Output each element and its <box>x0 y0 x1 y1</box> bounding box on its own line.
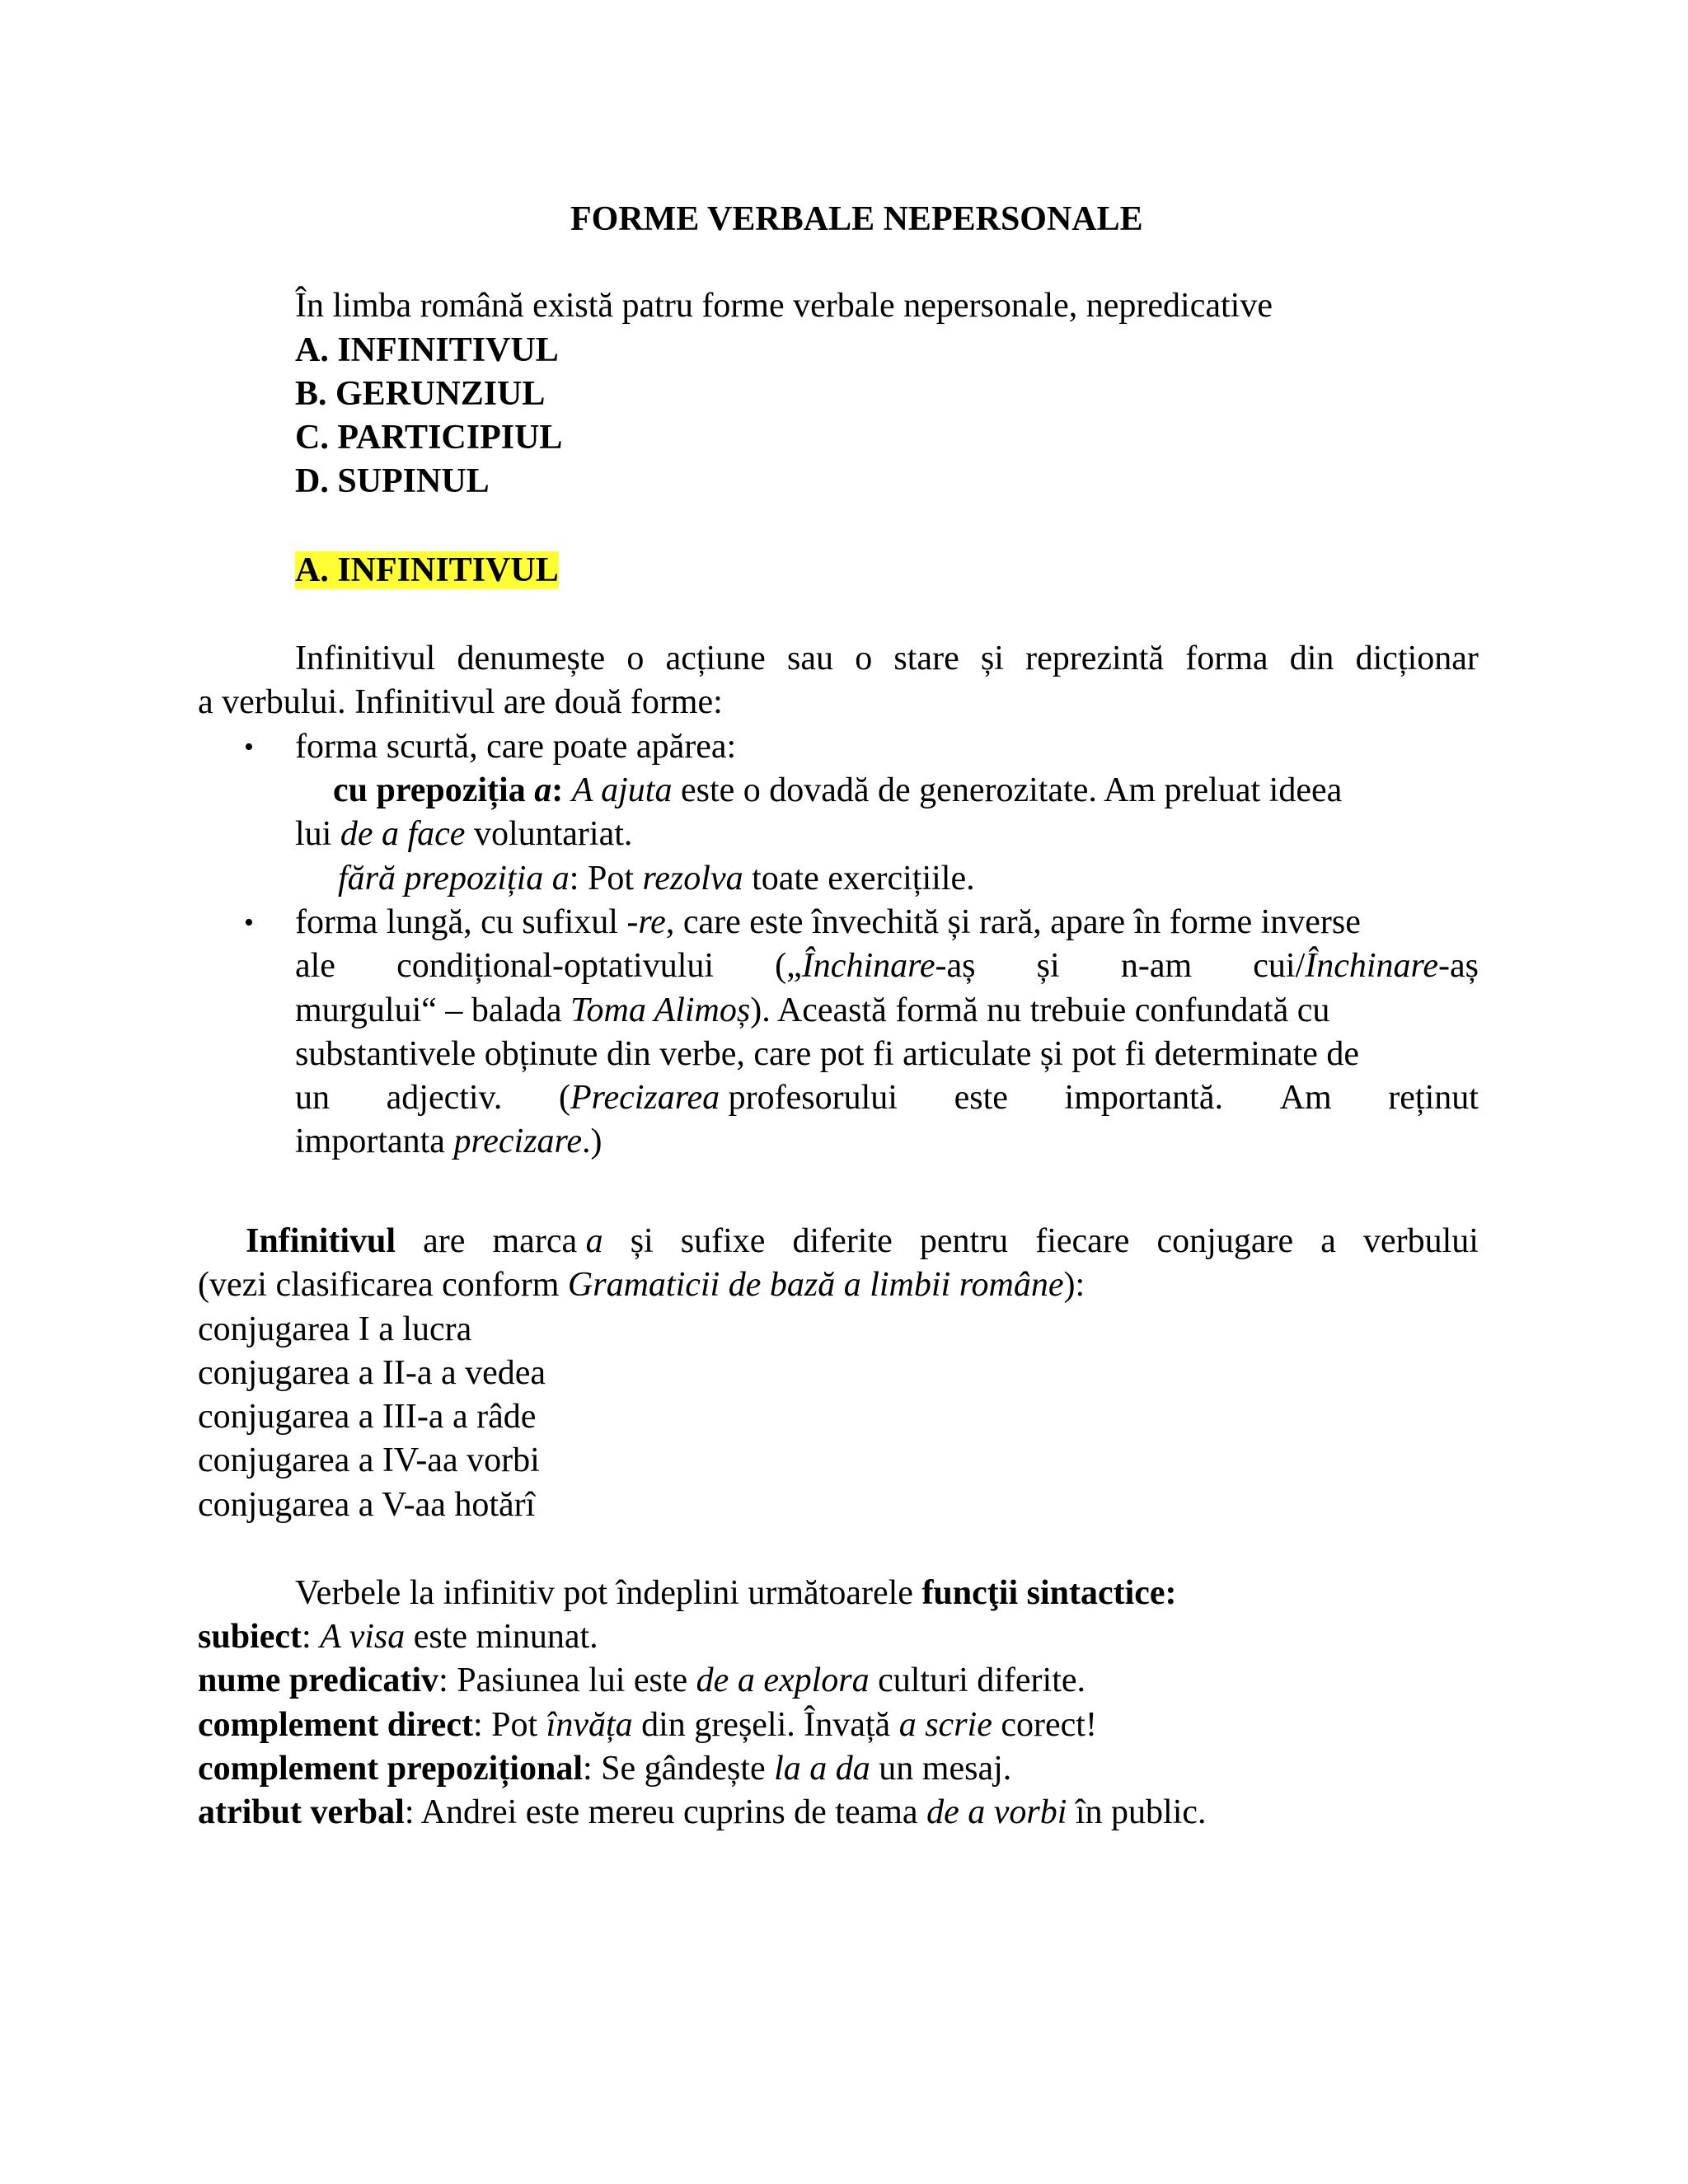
function-label: complement direct <box>198 1706 473 1744</box>
word: reprezintă <box>1025 640 1165 677</box>
text: ): <box>1063 1266 1085 1304</box>
text: ( <box>559 1079 570 1117</box>
example: de a explora <box>696 1661 870 1699</box>
text: Închinare <box>1305 947 1438 985</box>
word: diferite <box>792 1222 893 1260</box>
text: Precizarea <box>570 1079 720 1117</box>
text: forma lungă, cu sufixul <box>295 903 627 941</box>
example: A ajuta <box>571 771 673 809</box>
text: un mesaj. <box>870 1750 1012 1788</box>
form-item-gerunziu: B. GERUNZIUL <box>295 375 546 413</box>
word: Infinitivul <box>246 1222 396 1260</box>
word: sufixe <box>680 1222 766 1260</box>
function-label: atribut verbal <box>198 1793 405 1831</box>
function-complement-direct <box>198 1704 1097 1747</box>
word: reținut <box>1388 1079 1479 1117</box>
word: n-am <box>1120 947 1193 985</box>
p3-line <box>295 1572 1177 1615</box>
word: și <box>980 640 1004 677</box>
long-form-line-1 <box>295 901 1479 944</box>
word: Infinitivul <box>295 640 436 677</box>
ballad-title: Toma Alimoș <box>570 991 751 1029</box>
word: importantă. <box>1064 1079 1223 1117</box>
page-title: FORME VERBALE NEPERSONALE <box>570 200 1143 238</box>
function-subiect <box>198 1615 598 1659</box>
word <box>1253 944 1479 988</box>
function-atribut-verbal <box>198 1791 1207 1835</box>
example: de a face <box>340 815 466 853</box>
word: pentru <box>919 1222 1009 1260</box>
text: : Pasiunea lui este <box>438 1661 696 1699</box>
text: lui <box>295 815 340 853</box>
text: („ <box>775 947 802 985</box>
form-item-infinitiv: A. INFINITIVUL <box>295 331 559 369</box>
long-form-line-6 <box>295 1120 602 1164</box>
p2-line-2 <box>198 1263 1085 1307</box>
form-item-supin: D. SUPINUL <box>295 462 490 500</box>
long-form-line-3 <box>295 989 1329 1033</box>
example: la a da <box>774 1750 870 1788</box>
bullet-icon: • <box>244 907 254 938</box>
word: dicționar <box>1355 640 1479 677</box>
label-a: a <box>534 771 552 809</box>
text: corect! <box>992 1706 1097 1744</box>
word: și <box>630 1222 654 1260</box>
long-form-line-5 <box>295 1076 1479 1120</box>
word: o <box>855 640 873 677</box>
text: culturi diferite. <box>869 1661 1086 1699</box>
word: verbului <box>1362 1222 1479 1260</box>
p1-line-1 <box>295 637 1479 681</box>
word: este <box>954 1079 1008 1117</box>
text: voluntariat. <box>465 815 633 853</box>
book-title: Gramaticii de bază a limbii române <box>567 1266 1064 1304</box>
text: a <box>585 1222 603 1260</box>
conjugation-item: conjugarea a II-a a vedea <box>198 1354 546 1392</box>
text: Închinare <box>801 947 935 985</box>
example: de a vorbi <box>926 1793 1067 1831</box>
text: murgului“ – balada <box>295 991 570 1029</box>
word: are <box>423 1222 466 1260</box>
text: importanta <box>295 1122 454 1160</box>
example: rezolva <box>642 860 743 898</box>
p1-line-2: a verbului. Infinitivul are două forme: <box>198 683 723 721</box>
example: A visa <box>320 1618 406 1656</box>
short-form-without-line <box>338 857 975 901</box>
conjugation-item: conjugarea a V-aa hotărî <box>198 1486 536 1524</box>
section-heading <box>295 549 559 593</box>
text: marca <box>492 1222 586 1260</box>
text: (vezi clasificarea conform <box>198 1266 568 1304</box>
text: : <box>302 1618 321 1656</box>
function-complement-prepozitional <box>198 1747 1011 1791</box>
function-label: complement prepozițional <box>198 1750 584 1788</box>
word <box>493 1220 603 1263</box>
text: Verbele la infinitiv pot îndeplini următoarele <box>295 1574 922 1612</box>
word: o <box>626 640 645 677</box>
example-rest: este o dovadă de generozitate. Am preluat ideea <box>672 771 1343 809</box>
text: -aș <box>935 947 976 985</box>
word: acțiune <box>665 640 766 677</box>
text: .) <box>581 1122 603 1160</box>
word: ale <box>295 947 335 985</box>
word: sau <box>787 640 834 677</box>
text: în public. <box>1067 1793 1207 1831</box>
text: precizare <box>453 1122 582 1160</box>
word: stare <box>893 640 959 677</box>
short-form-intro: forma scurtă, care poate apărea: <box>295 728 737 766</box>
word: forma <box>1185 640 1268 677</box>
short-form-with-text <box>333 769 1342 813</box>
text: ). Această formă nu trebuie confundată cu <box>750 991 1330 1029</box>
intro-text: În limba română există patru forme verbale nepersonale, nepredicative <box>295 287 1273 325</box>
long-form-line-2 <box>295 944 1479 988</box>
word: din <box>1289 640 1334 677</box>
text: funcţii sintactice: <box>921 1574 1177 1612</box>
word: condițional-optativului <box>396 947 715 985</box>
long-form-line-4: substantivele obținute din verbe, care pot fi articulate și pot fi determinate de <box>295 1035 1360 1073</box>
text: profesorului <box>720 1079 898 1117</box>
text: : Pot <box>569 860 643 898</box>
short-form-with-line <box>333 769 1479 813</box>
text: : Se gândește <box>583 1750 775 1788</box>
word: și <box>1036 947 1060 985</box>
word: un <box>295 1079 330 1117</box>
label: fără prepoziția a <box>338 860 570 898</box>
example: învăța <box>546 1706 633 1744</box>
function-label: subiect <box>198 1618 302 1656</box>
suffix: -re <box>626 903 666 941</box>
word: fiecare <box>1035 1222 1130 1260</box>
example: a scrie <box>898 1706 992 1744</box>
word: Am <box>1279 1079 1332 1117</box>
conjugation-item: conjugarea I a lucra <box>198 1310 472 1348</box>
word: denumește <box>457 640 606 677</box>
form-item-participiu: C. PARTICIPIUL <box>295 419 563 457</box>
word <box>775 944 975 988</box>
word: a <box>1320 1222 1336 1260</box>
text: toate exercițiile. <box>743 860 975 898</box>
bullet-icon: • <box>244 732 254 762</box>
conjugation-item: conjugarea a III-a a râde <box>198 1398 537 1436</box>
text: , care este învechită și rară, apare în forme inverse <box>665 903 1361 941</box>
short-form-with-line-2 <box>295 813 632 856</box>
function-nume-predicativ <box>198 1659 1085 1703</box>
text: : Pot <box>472 1706 546 1744</box>
word <box>559 1076 898 1120</box>
text: -aș <box>1437 947 1479 985</box>
word: conjugare <box>1156 1222 1294 1260</box>
conjugation-item: conjugarea a IV-aa vorbi <box>198 1441 540 1479</box>
function-label: nume predicativ <box>198 1661 439 1699</box>
colon: : <box>551 771 564 809</box>
text: este minunat. <box>405 1618 598 1656</box>
text: : Andrei este mereu cuprins de teama <box>404 1793 927 1831</box>
text: cui/ <box>1253 947 1306 985</box>
p2-line-1 <box>246 1220 1479 1263</box>
section-heading-highlight: A. INFINITIVUL <box>295 551 559 589</box>
label: cu prepoziția <box>333 771 535 809</box>
word: adjectiv. <box>386 1079 503 1117</box>
text: din greșeli. Învață <box>632 1706 899 1744</box>
